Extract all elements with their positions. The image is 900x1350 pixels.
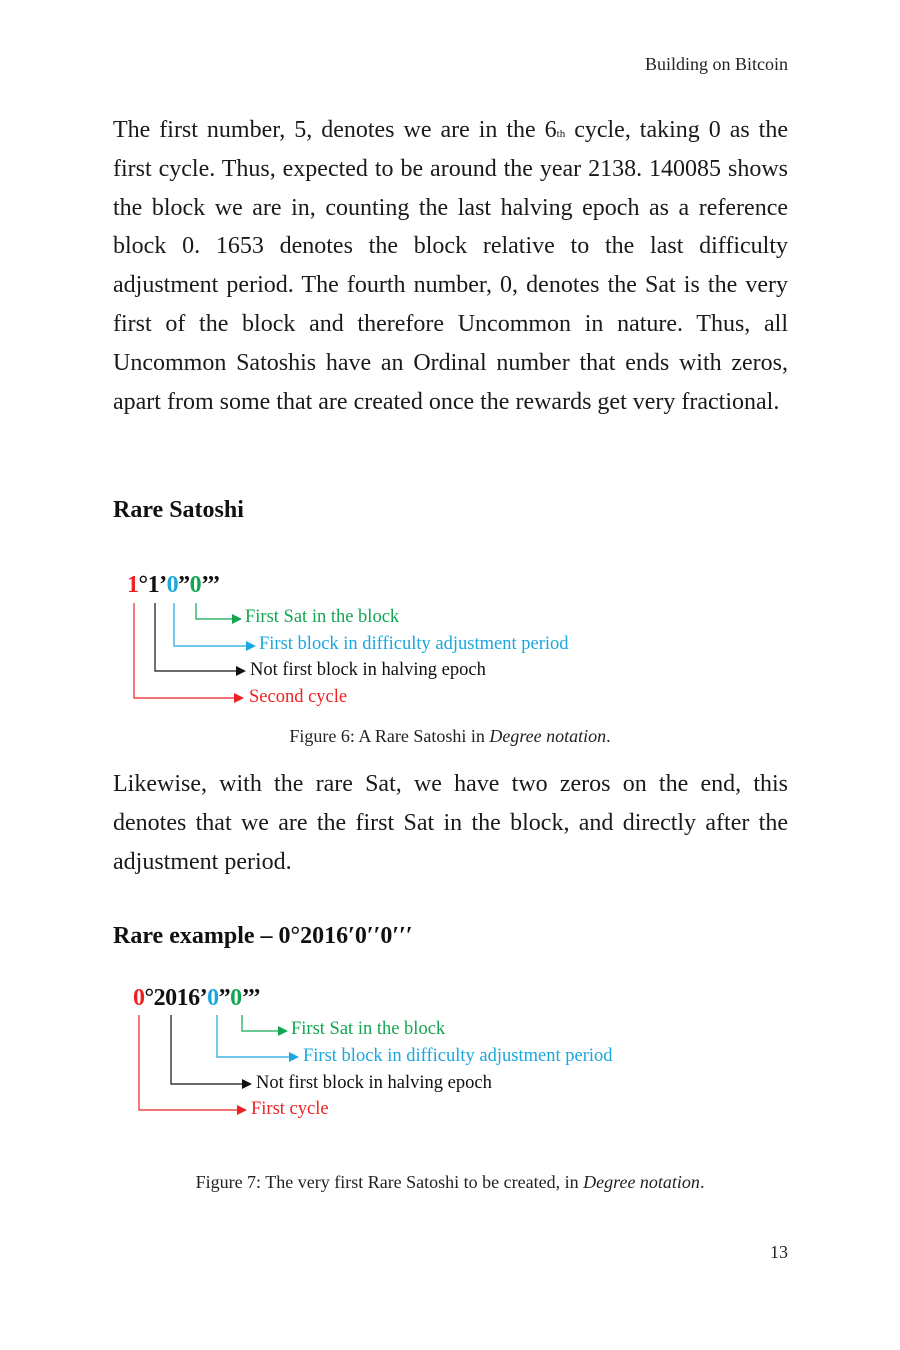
figure6-notation: 1°1’0”0’’’ (127, 572, 221, 598)
figure7-sat-connector (242, 1015, 278, 1031)
figure7-epoch-connector (171, 1015, 242, 1084)
page-number: 13 (770, 1242, 788, 1262)
figure6-label-epoch: Not first block in halving epoch (250, 660, 486, 680)
figure7-label-epoch: Not first block in halving epoch (256, 1073, 492, 1093)
figure7-label-sat: First Sat in the block (291, 1019, 446, 1039)
figure7-period-arrow (289, 1052, 299, 1062)
heading-rare-example: Rare example – 0°2016′0′′0′′′ (113, 923, 413, 949)
figure6-label-cycle: Second cycle (249, 687, 348, 707)
figure7-sat-arrow (278, 1026, 288, 1036)
running-head: Building on Bitcoin (644, 54, 788, 74)
figure7-period-connector (217, 1015, 289, 1057)
figure6-label-period: First block in difficulty adjustment period (259, 634, 569, 654)
figure6-label-sat: First Sat in the block (245, 607, 400, 627)
figure7-epoch-arrow (242, 1079, 252, 1089)
body-paragraph-1: The first number, 5, denotes we are in the 6th cycle, taking 0 as the first cycle. Thus, expected to be around the year 2138. 140085 shows the block we are in, counting the last halving epoch as a reference block 0. 1653 denotes the block relative to the last difficulty adjustment period. The fourth number, 0, denotes the Sat is the very first of the block and therefore Uncommon in nature. Thus, all Uncommon Satoshis have an Ordinal number that ends with zeros, apart from some that are created once the rewards get very fractional. (113, 117, 788, 415)
figure7-notation: 0°2016’0”0’’’ (133, 985, 261, 1011)
heading-rare-satoshi: Rare Satoshi (113, 497, 244, 523)
figure7-label-period: First block in difficulty adjustment period (303, 1046, 613, 1066)
figure6-caption: Figure 6: A Rare Satoshi in Degree notation. (289, 726, 611, 746)
figure7-cycle-connector (139, 1015, 237, 1110)
figure7-caption: Figure 7: The very first Rare Satoshi to be created, in Degree notation. (195, 1172, 705, 1192)
body-paragraph-2: Likewise, with the rare Sat, we have two zeros on the end, this denotes that we are the first Sat in the block, and directly after the adjustment period. (113, 771, 788, 875)
figure7-cycle-arrow (237, 1105, 247, 1115)
figure7-label-cycle: First cycle (251, 1099, 329, 1119)
